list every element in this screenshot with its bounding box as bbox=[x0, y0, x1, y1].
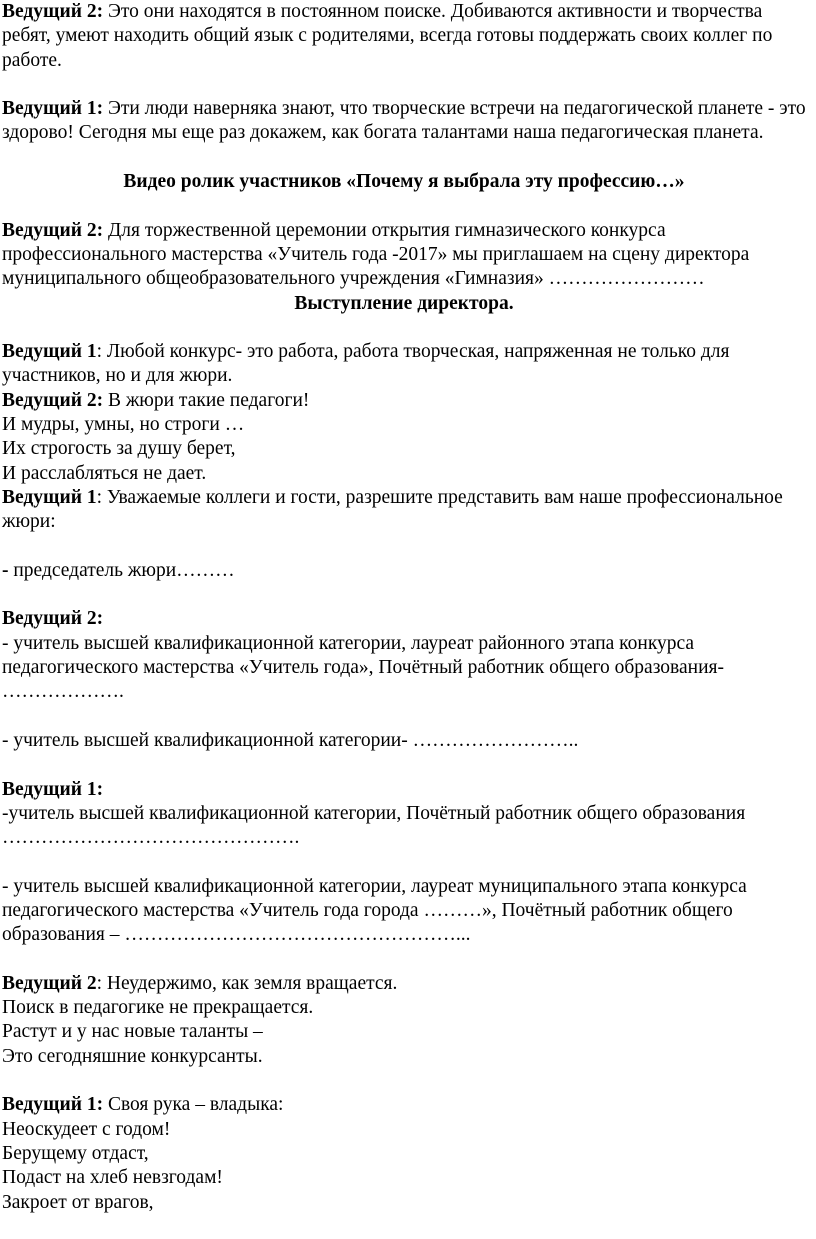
poem-line: Подаст на хлеб невзгодам! bbox=[2, 1167, 223, 1189]
speaker-label: Ведущий 2: bbox=[2, 389, 104, 411]
speaker-label: Ведущий 1 bbox=[2, 341, 97, 363]
paragraph-host1-poem bbox=[2, 1093, 806, 1117]
paragraph-host2-jury bbox=[2, 389, 806, 413]
speaker-label: Ведущий 1 bbox=[2, 486, 97, 508]
poem-line: Это сегодняшние конкурсанты. bbox=[2, 1045, 263, 1067]
speaker-label: Ведущий 2: bbox=[2, 219, 104, 241]
jury-member-1: - учитель высшей квалификационной категории, лауреат районного этапа конкурса педагогического мастерства «Учитель года», Почётный работник общего образования- ………………. bbox=[2, 632, 724, 703]
paragraph-text: Своя рука – владыка: bbox=[103, 1094, 284, 1116]
speaker-label: Ведущий 1: bbox=[2, 98, 104, 120]
poem-line: И расслабляться не дает. bbox=[2, 462, 207, 484]
paragraph-text: : Неудержимо, как земля вращается. bbox=[96, 972, 398, 994]
poem-line: Поиск в педагогике не прекращается. bbox=[2, 997, 314, 1019]
poem-line: Их строгость за душу берет, bbox=[2, 438, 236, 460]
poem-line: И мудры, умны, но строги … bbox=[2, 414, 245, 436]
paragraph-host1-planet bbox=[2, 97, 806, 146]
paragraph-text: Эти люди наверняка знают, что творческие встречи на педагогической планете - это здорово! Сегодня мы еще раз докажем, как богата талантами наша педагогическая планета. bbox=[2, 98, 806, 144]
poem-line: Закроет от врагов, bbox=[2, 1191, 154, 1213]
speaker-label: Ведущий 2: bbox=[2, 1, 104, 22]
paragraph-text: : Любой конкурс- это работа, работа творческая, напряженная не только для участников, но и для жюри. bbox=[2, 341, 730, 387]
speaker-label: Ведущий 2 bbox=[2, 972, 97, 994]
speaker-heading-host2 bbox=[2, 607, 806, 631]
paragraph-host2-intro bbox=[2, 0, 806, 73]
paragraph-host1-present bbox=[2, 486, 806, 535]
paragraph-text: В жюри такие педагоги! bbox=[103, 389, 310, 411]
jury-member-3: -учитель высшей квалификационной категории, Почётный работник общего образования ………………………………………. bbox=[2, 802, 746, 849]
paragraph-host1-contest bbox=[2, 340, 806, 389]
video-heading: Видео ролик участников «Почему я выбрала эту профессию…» bbox=[123, 171, 685, 193]
paragraph-text: Для торжественной церемонии открытия гимназического конкурса профессионального мастерства «Учитель года -2017» мы приглашаем на сцену директора муниципального общеобразовательного учреждения «Гимназия» …………………… bbox=[2, 219, 750, 290]
jury-member-2: - учитель высшей квалификационной категории- …………………….. bbox=[2, 729, 579, 751]
speaker-label: Ведущий 1: bbox=[2, 1094, 104, 1116]
director-heading: Выступление директора. bbox=[294, 292, 514, 314]
speaker-label: Ведущий 1: bbox=[2, 778, 104, 800]
speaker-heading-host1 bbox=[2, 778, 806, 802]
paragraph-host2-ceremony bbox=[2, 219, 806, 292]
paragraph-text: Это они находятся в постоянном поиске. Добиваются активности и творчества ребят, умеют находить общий язык с родителями, всегда готовы поддержать своих коллег по работе. bbox=[2, 1, 773, 71]
poem-line: Растут и у нас новые таланты – bbox=[2, 1021, 263, 1043]
speaker-label: Ведущий 2: bbox=[2, 608, 104, 630]
jury-member-4: - учитель высшей квалификационной категории, лауреат муниципального этапа конкурса педагогического мастерства «Учитель года города ………», Почётный работник общего образования – ……………………………………………... bbox=[2, 875, 747, 946]
poem-line: Берущему отдаст, bbox=[2, 1142, 149, 1164]
paragraph-text: : Уважаемые коллеги и гости, разрешите представить вам наше профессиональное жюри: bbox=[2, 486, 783, 533]
paragraph-host2-poem bbox=[2, 972, 806, 996]
jury-chair: - председатель жюри……… bbox=[2, 559, 235, 581]
poem-line: Неоскудеет с годом! bbox=[2, 1118, 171, 1140]
